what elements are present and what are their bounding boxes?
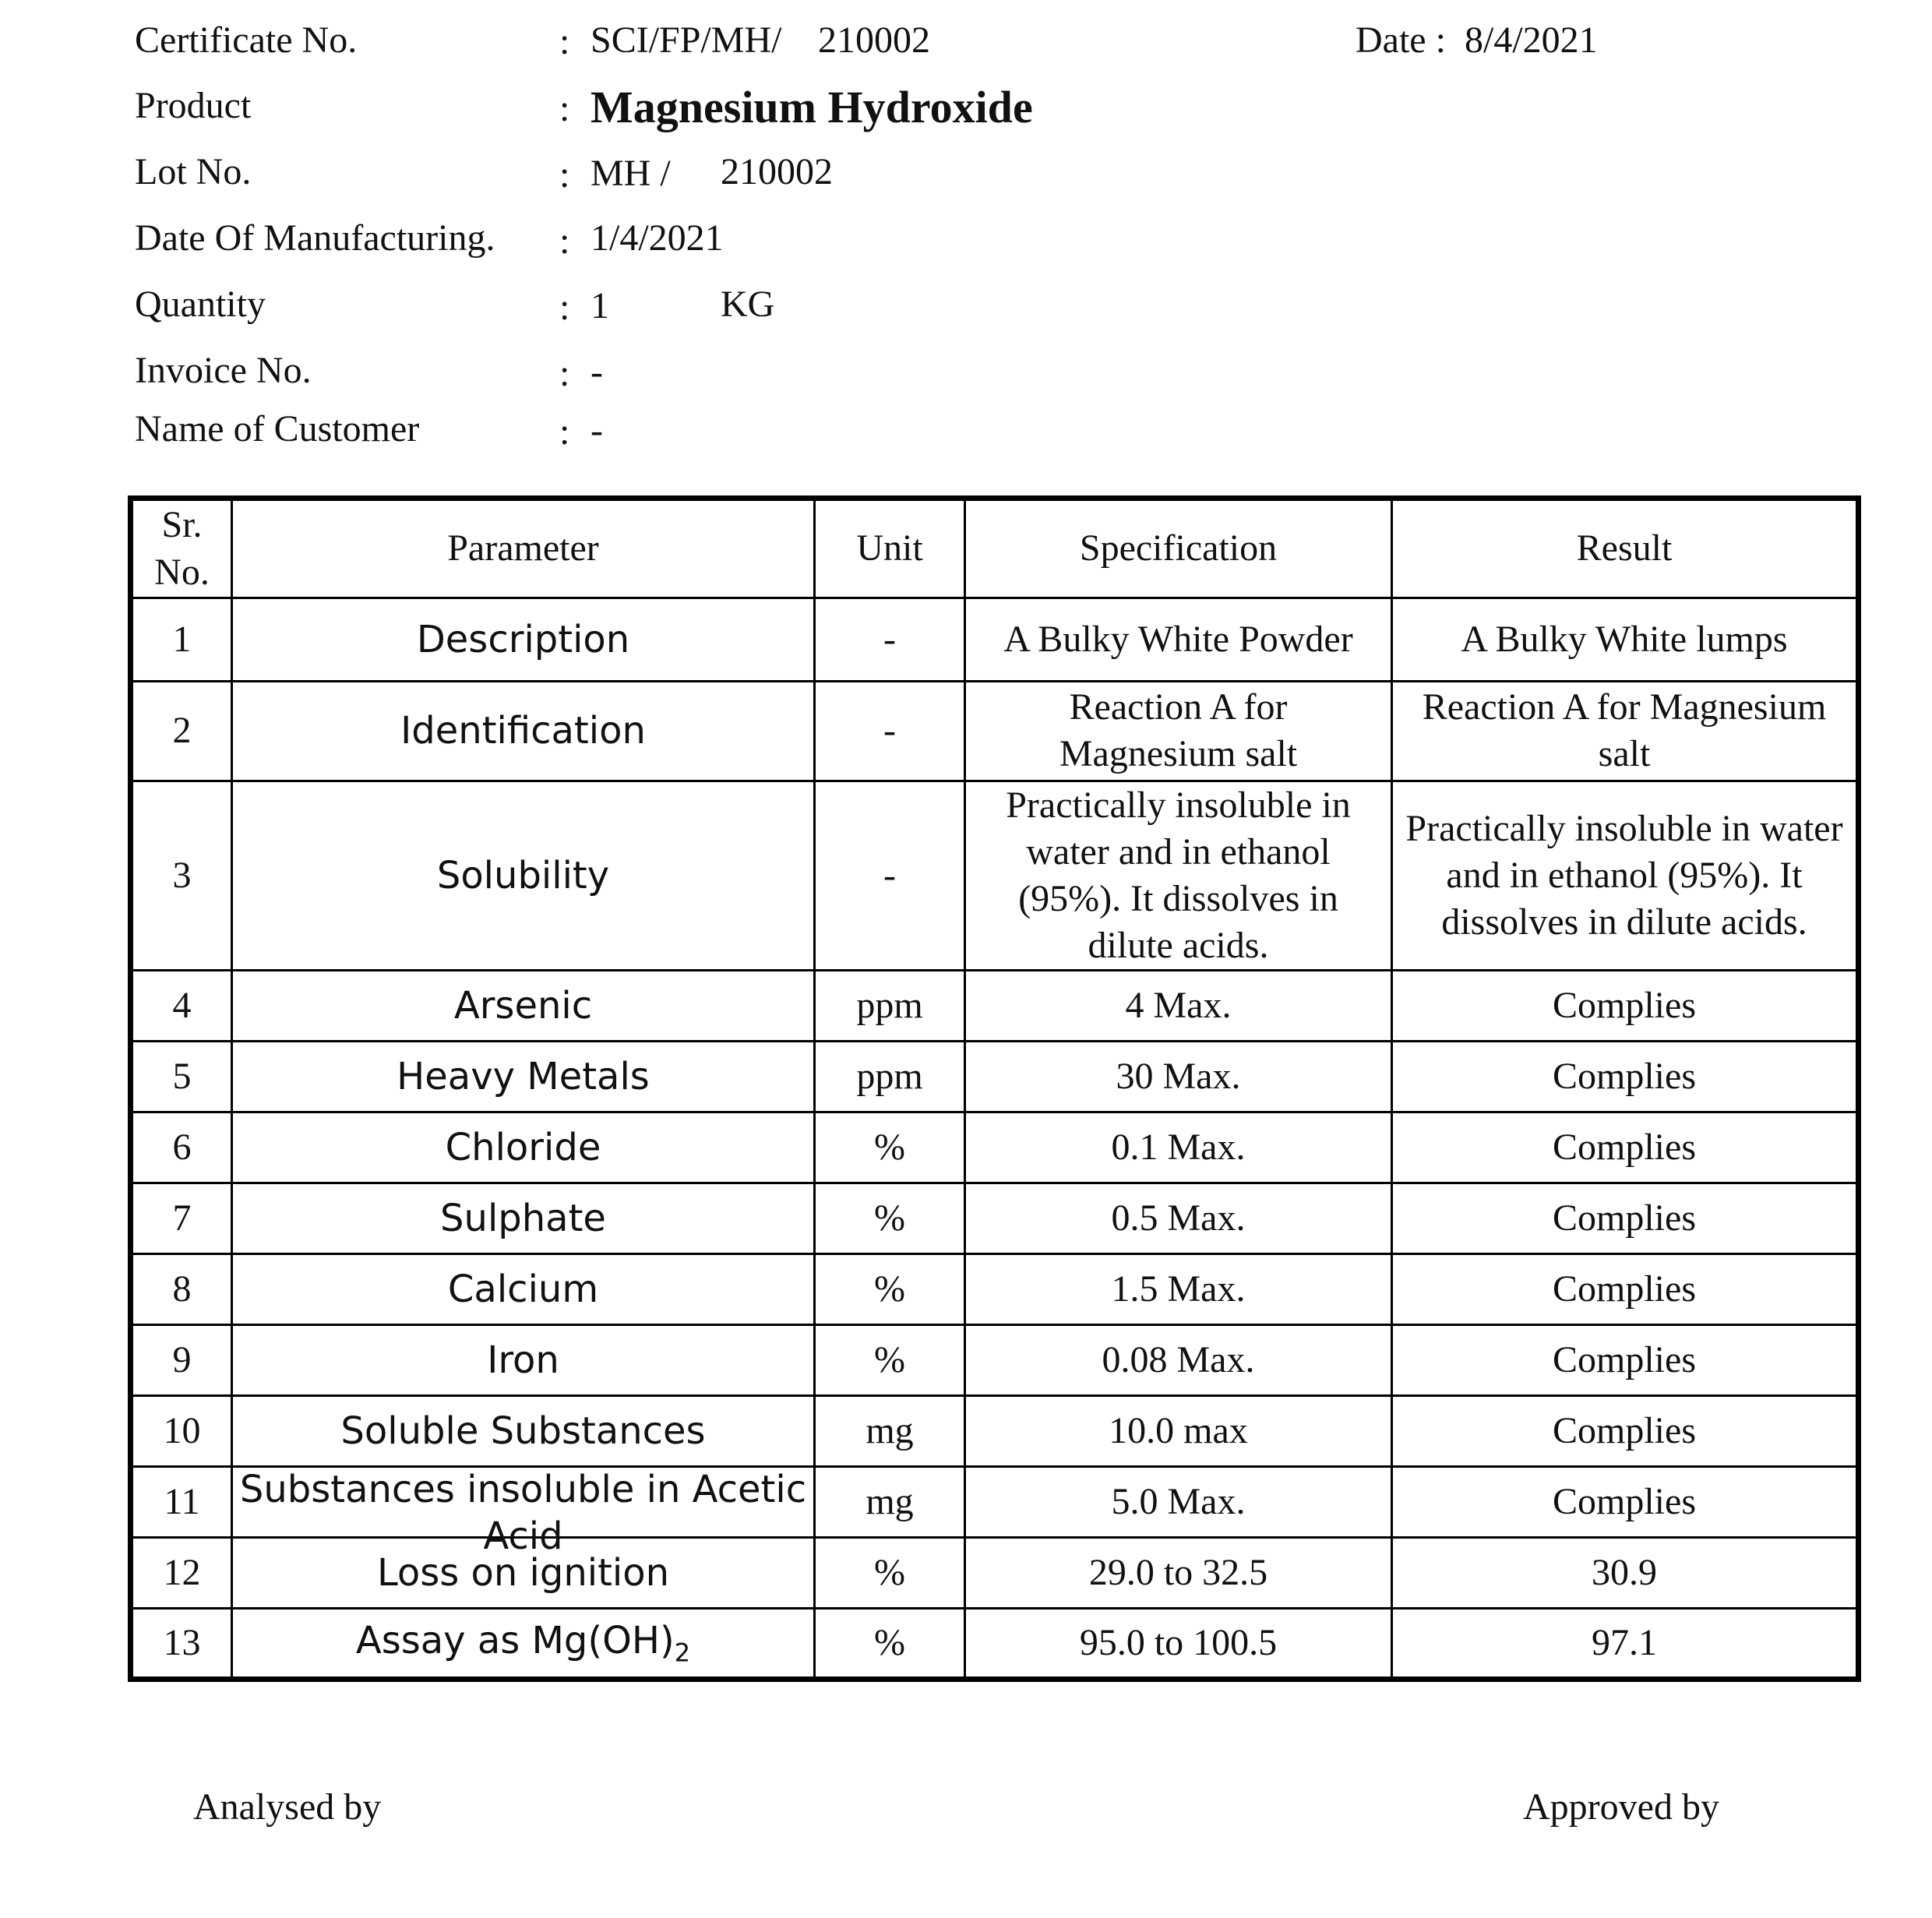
result-cell: Complies <box>1392 1183 1859 1253</box>
parameter-cell: Soluble Substances <box>232 1395 815 1466</box>
result-cell: Complies <box>1392 970 1859 1041</box>
specification-cell: 10.0 max <box>965 1395 1392 1466</box>
unit-cell: ppm <box>815 1041 965 1112</box>
table-row <box>131 1112 1859 1183</box>
result-cell: Reaction A for Magnesium salt <box>1392 681 1859 781</box>
table-row <box>131 681 1859 781</box>
colon: : <box>559 220 570 262</box>
specification-cell: 5.0 Max. <box>965 1466 1392 1537</box>
specification-cell: A Bulky White Powder <box>965 598 1392 681</box>
lot-number: 210002 <box>721 151 833 192</box>
manufacturing-value: 1/4/2021 <box>591 217 724 259</box>
colon: : <box>559 154 570 196</box>
invoice-label: Invoice No. <box>135 350 312 391</box>
result-cell: Complies <box>1392 1466 1859 1537</box>
parameter-cell: Arsenic <box>232 970 815 1041</box>
table-row <box>131 1466 1859 1537</box>
result-cell: Complies <box>1392 1041 1859 1112</box>
column-header-specification: Specification <box>965 499 1392 598</box>
sr-cell: 12 <box>131 1537 232 1608</box>
table-row <box>131 598 1859 681</box>
specification-cell: 0.1 Max. <box>965 1112 1392 1183</box>
subscript: 2 <box>674 1638 691 1668</box>
specification-cell: 30 Max. <box>965 1041 1392 1112</box>
certificate-prefix: SCI/FP/MH/ <box>591 19 782 61</box>
sr-cell: 5 <box>131 1041 232 1112</box>
sr-cell: 7 <box>131 1183 232 1253</box>
approved-by-label: Approved by <box>1523 1786 1719 1828</box>
sr-cell: 10 <box>131 1395 232 1466</box>
colon: : <box>559 88 570 129</box>
parameter-cell: Solubility <box>232 781 815 970</box>
lot-prefix: MH / <box>591 153 671 194</box>
quantity-label: Quantity <box>135 284 266 325</box>
parameter-cell: Description <box>232 598 815 681</box>
parameter-cell: Heavy Metals <box>232 1041 815 1112</box>
product-value: Magnesium Hydroxide <box>591 82 1033 132</box>
customer-value: - <box>591 410 603 451</box>
colon: : <box>559 21 570 62</box>
unit-cell: % <box>815 1253 965 1324</box>
analysis-table <box>128 495 1861 1682</box>
specification-cell: 0.5 Max. <box>965 1183 1392 1253</box>
analysed-by-label: Analysed by <box>193 1786 382 1828</box>
colon: : <box>559 353 570 394</box>
table-row <box>131 1537 1859 1608</box>
table-row <box>131 1608 1859 1679</box>
table-row <box>131 1253 1859 1324</box>
sr-cell: 2 <box>131 681 232 781</box>
column-header-parameter: Parameter <box>232 499 815 598</box>
result-cell: Practically insoluble in water and in ethanol (95%). It dissolves in dilute acids. <box>1392 781 1859 970</box>
table-row <box>131 1183 1859 1253</box>
product-label: Product <box>135 85 252 126</box>
unit-cell: % <box>815 1183 965 1253</box>
sr-cell: 13 <box>131 1608 232 1679</box>
result-cell: 97.1 <box>1392 1608 1859 1679</box>
unit-cell: % <box>815 1537 965 1608</box>
table-row <box>131 970 1859 1041</box>
sr-cell: 1 <box>131 598 232 681</box>
table-row <box>131 1041 1859 1112</box>
result-cell: Complies <box>1392 1253 1859 1324</box>
specification-cell: 4 Max. <box>965 970 1392 1041</box>
quantity-unit: KG <box>721 284 775 325</box>
specification-cell: Reaction A for Magnesium salt <box>965 681 1392 781</box>
table-header-row <box>131 499 1859 598</box>
specification-cell: 29.0 to 32.5 <box>965 1537 1392 1608</box>
specification-cell: 1.5 Max. <box>965 1253 1392 1324</box>
invoice-value: - <box>591 351 603 393</box>
result-cell: Complies <box>1392 1395 1859 1466</box>
table-row <box>131 1324 1859 1395</box>
certificate-label: Certificate No. <box>135 19 358 61</box>
parameter-cell <box>232 1466 815 1558</box>
sr-cell: 9 <box>131 1324 232 1395</box>
date-value: 8/4/2021 <box>1465 19 1598 61</box>
unit-cell: - <box>815 681 965 781</box>
specification-cell: 95.0 to 100.5 <box>965 1608 1392 1679</box>
unit-cell: ppm <box>815 970 965 1041</box>
lot-label: Lot No. <box>135 151 252 192</box>
result-cell: Complies <box>1392 1324 1859 1395</box>
unit-cell: % <box>815 1112 965 1183</box>
colon: : <box>559 287 570 328</box>
table-row <box>131 1395 1859 1466</box>
sr-cell: 11 <box>131 1466 232 1537</box>
specification-cell: Practically insoluble in water and in ethanol (95%). It dissolves in dilute acids. <box>965 781 1392 970</box>
colon: : <box>559 411 570 453</box>
parameter-cell: Iron <box>232 1324 815 1395</box>
parameter-cell: Calcium <box>232 1253 815 1324</box>
unit-cell: % <box>815 1324 965 1395</box>
date-label: Date : <box>1356 19 1446 61</box>
customer-label: Name of Customer <box>135 408 420 450</box>
sr-cell: 4 <box>131 970 232 1041</box>
sr-cell: 3 <box>131 781 232 970</box>
parameter-cell: Sulphate <box>232 1183 815 1253</box>
unit-cell: - <box>815 598 965 681</box>
result-cell: Complies <box>1392 1112 1859 1183</box>
unit-cell: mg <box>815 1395 965 1466</box>
result-cell: 30.9 <box>1392 1537 1859 1608</box>
column-header-unit: Unit <box>815 499 965 598</box>
parameter-cell <box>232 1608 815 1679</box>
column-header-sr: Sr. No. <box>131 499 232 598</box>
quantity-value: 1 <box>591 285 609 326</box>
parameter-cell: Chloride <box>232 1112 815 1183</box>
table-row <box>131 781 1859 970</box>
parameter-text: Assay as Mg(OH) <box>355 1619 675 1663</box>
parameter-cell: Loss on ignition <box>232 1537 815 1608</box>
sr-cell: 8 <box>131 1253 232 1324</box>
specification-cell: 0.08 Max. <box>965 1324 1392 1395</box>
certificate-number: 210002 <box>818 19 930 61</box>
unit-cell: % <box>815 1608 965 1679</box>
manufacturing-label: Date Of Manufacturing. <box>135 217 495 259</box>
unit-cell: mg <box>815 1466 965 1537</box>
column-header-result: Result <box>1392 499 1859 598</box>
parameter-clipped-text: Substances insoluble in Acetic Acid <box>239 1467 807 1558</box>
unit-cell: - <box>815 781 965 970</box>
parameter-cell: Identification <box>232 681 815 781</box>
sr-cell: 6 <box>131 1112 232 1183</box>
result-cell: A Bulky White lumps <box>1392 598 1859 681</box>
